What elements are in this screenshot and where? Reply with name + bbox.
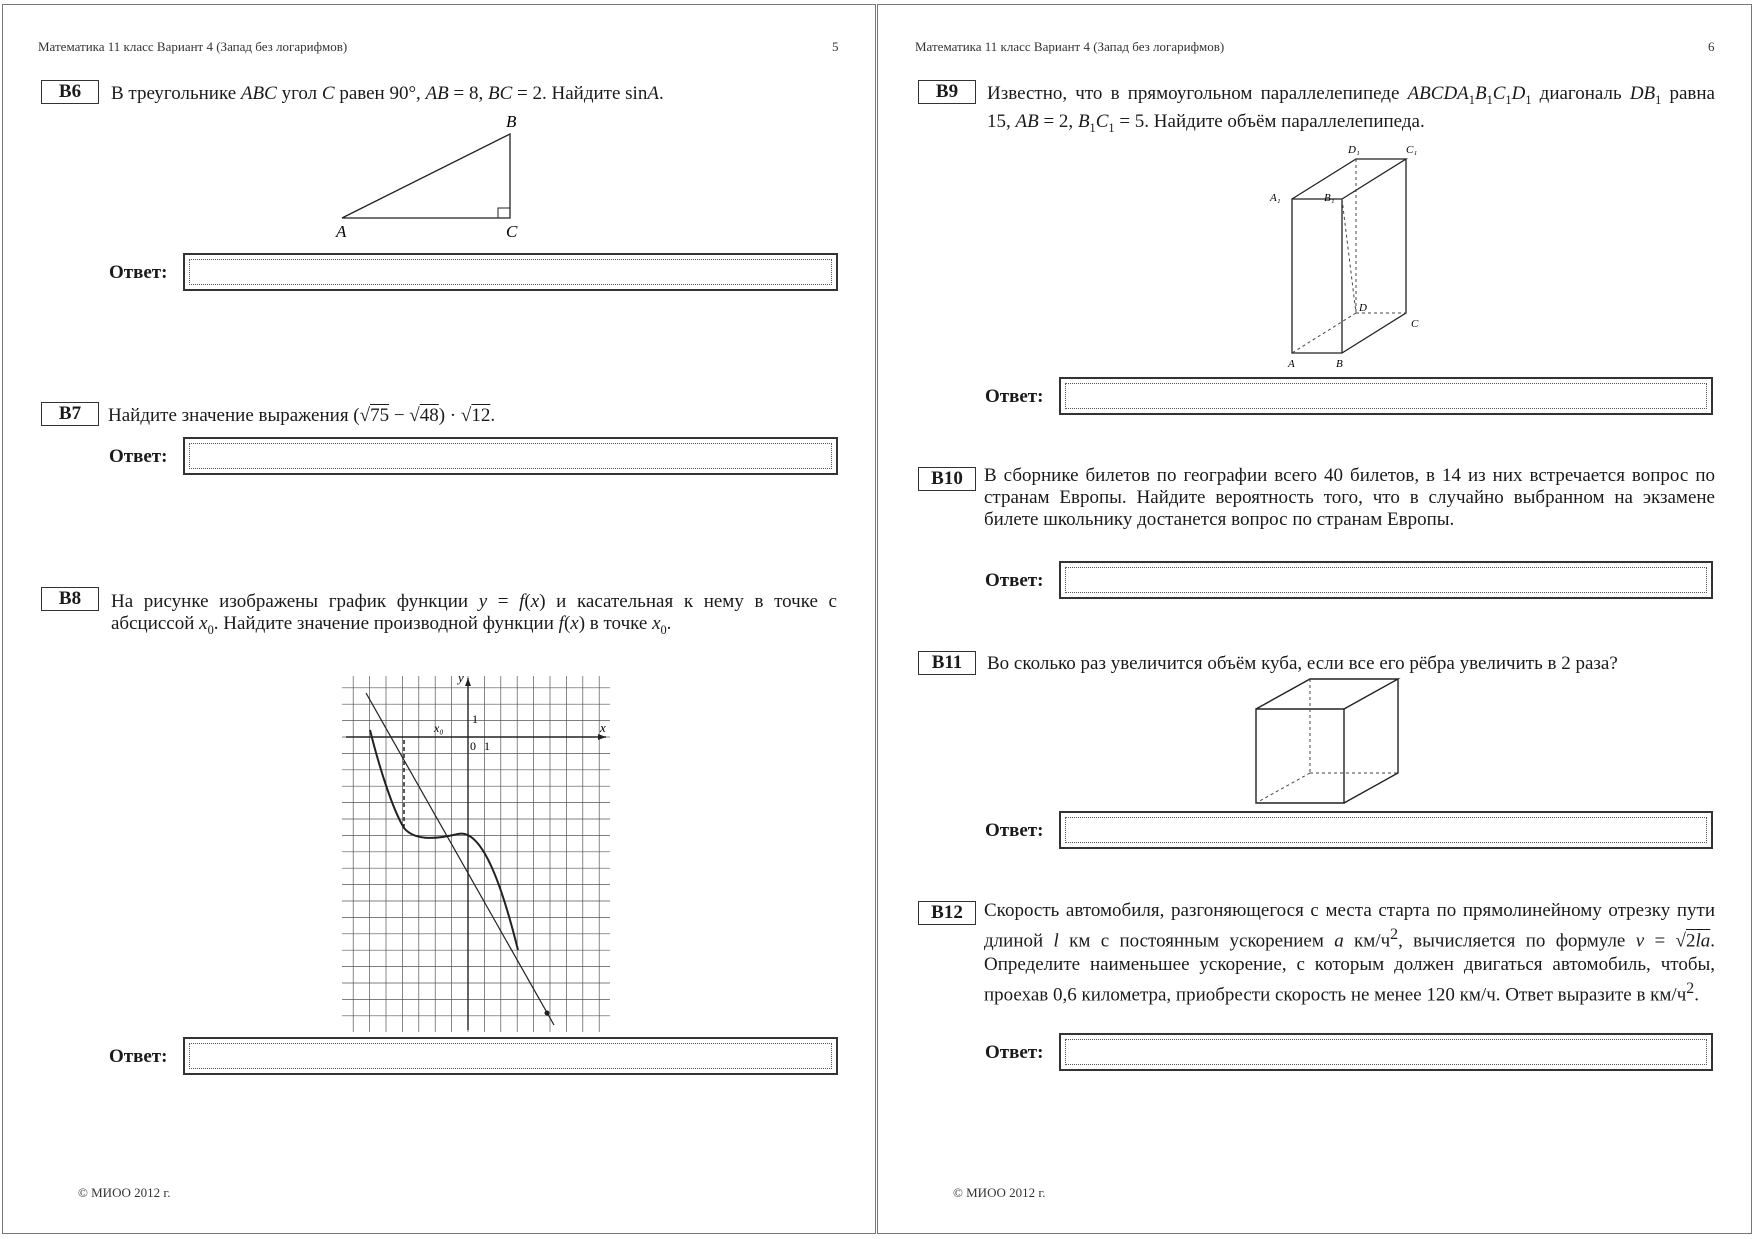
- tangent-point-dot: [545, 1011, 550, 1016]
- page-header: Математика 11 класс Вариант 4 (Запад без логарифмов): [38, 39, 348, 54]
- question-label-b7: B7: [41, 402, 99, 426]
- function-curve: [370, 730, 518, 950]
- page-footer: © МИОО 2012 г.: [953, 1185, 1046, 1200]
- x-unit-label: 1: [484, 739, 490, 753]
- vertex-label-a: A: [1288, 358, 1295, 370]
- page-number: 6: [1708, 39, 1715, 54]
- answer-input-b10[interactable]: [1067, 569, 1705, 591]
- answer-box-b8[interactable]: [183, 1037, 838, 1075]
- answer-label-b9: Ответ:: [985, 386, 1044, 407]
- answer-label-b8: Ответ:: [109, 1046, 168, 1067]
- answer-box-b10[interactable]: [1059, 561, 1713, 599]
- question-text-b12: Скорость автомобиля, разгоняющегося с места старта по прямолинейному отрезку пути длиной l км с постоянным ускорением a $км/ч^2$, вычисляется по формуле v = √2la. Определите наименьшее ускорение, с которым должен двигаться автомобиль, чтобы, проехав 0,6 километра, приобрести скорость не менее 120 км/ч. Ответ выразите в $км/ч^2$.: [984, 900, 1715, 1006]
- answer-box-b6[interactable]: [183, 253, 838, 291]
- vertex-label-a: A: [336, 222, 347, 241]
- right-angle-mark: [498, 208, 510, 218]
- answer-label-b11: Ответ:: [985, 820, 1044, 841]
- vertex-label-b: B: [506, 112, 517, 131]
- question-label-b11: B11: [918, 651, 976, 675]
- page-right: [877, 4, 1752, 1234]
- y-axis-label: y: [458, 670, 464, 685]
- vertex-label-c: C: [1411, 318, 1419, 330]
- answer-box-b9[interactable]: [1059, 377, 1713, 415]
- question-label-b12: B12: [918, 901, 976, 925]
- question-text-b11: Во сколько раз увеличится объём куба, если все его рёбра увеличить в 2 раза?: [987, 653, 1618, 674]
- answer-input-b6[interactable]: [191, 261, 830, 283]
- vertex-label-a1: A₁: [1270, 192, 1281, 204]
- front-face: [1292, 199, 1342, 353]
- parallelepiped-figure: [1258, 135, 1448, 375]
- vertex-label-d: D: [1359, 302, 1367, 314]
- answer-input-b7[interactable]: [191, 445, 830, 467]
- vertex-label-c1: C₁: [1406, 144, 1418, 156]
- answer-label-b10: Ответ:: [985, 570, 1044, 591]
- question-label-b8: B8: [41, 587, 99, 611]
- x0-label: x₀: [434, 721, 444, 735]
- page-left: [2, 4, 876, 1234]
- answer-box-b12[interactable]: [1059, 1033, 1713, 1071]
- top-face: [1292, 159, 1406, 199]
- tangent-line: [366, 693, 554, 1025]
- cube-top-face: [1256, 679, 1398, 709]
- answer-input-b11[interactable]: [1067, 819, 1705, 841]
- page-number: 5: [832, 39, 839, 54]
- cube-front-face: [1256, 709, 1344, 803]
- answer-label-b6: Ответ:: [109, 262, 168, 283]
- answer-input-b8[interactable]: [191, 1045, 830, 1067]
- answer-label-b7: Ответ:: [109, 446, 168, 467]
- vertex-label-d1: D₁: [1348, 144, 1360, 156]
- question-text-b8: На рисунке изображены график функции y = f(x) и касательная к нему в точке с абсциссой $x_0$. Найдите значение производной функции f(x) в точке $x_0$.: [111, 591, 837, 637]
- question-text-b9: Известно, что в прямоугольном параллелепипеде $ABCDA_1B_1C_1D_1$ диагональ $DB_1$ равна 15, AB = 2, $B_1C_1 = 5$. Найдите объём параллелепипеда.: [987, 83, 1715, 135]
- y-unit-label: 1: [472, 712, 478, 726]
- question-text-b6: В треугольнике ABC угол C равен 90°, AB = 8, BC = 2. Найдите sinA.: [111, 83, 664, 104]
- cube-hidden-diagonal: [1256, 773, 1310, 803]
- page-header: Математика 11 класс Вариант 4 (Запад без логарифмов): [915, 39, 1225, 54]
- origin-label: 0: [470, 739, 476, 753]
- question-label-b9: B9: [918, 80, 976, 104]
- answer-input-b9[interactable]: [1067, 385, 1705, 407]
- hidden-edge-ad: [1292, 313, 1356, 353]
- right-face: [1342, 159, 1406, 353]
- question-text-b10: В сборнике билетов по географии всего 40 билетов, в 14 из них встречается вопрос по странам Европы. Найдите вероятность того, что в случайно выбранном на экзамене билете школьнику достанется вопрос по странам Европы.: [984, 465, 1715, 530]
- vertex-label-b1: B₁: [1324, 192, 1335, 204]
- answer-box-b7[interactable]: [183, 437, 838, 475]
- page-footer: © МИОО 2012 г.: [78, 1185, 171, 1200]
- answer-box-b11[interactable]: [1059, 811, 1713, 849]
- answer-label-b12: Ответ:: [985, 1042, 1044, 1063]
- answer-input-b12[interactable]: [1067, 1041, 1705, 1063]
- vertex-label-c: C: [506, 222, 518, 241]
- question-label-b6: B6: [41, 80, 99, 104]
- function-graph: [338, 670, 616, 1035]
- diagonal-db1: [1342, 199, 1356, 313]
- cube-figure: [1248, 675, 1418, 805]
- triangle-shape: [342, 134, 510, 218]
- triangle-figure: [328, 105, 528, 245]
- cube-right-face: [1344, 679, 1398, 803]
- x-axis-label: x: [600, 720, 606, 735]
- question-label-b10: B10: [918, 467, 976, 491]
- question-text-b7: Найдите значение выражения (√75 − √48) · √12.: [108, 405, 496, 426]
- y-axis-arrow-icon: [465, 678, 471, 686]
- grid: [342, 676, 610, 1032]
- vertex-label-b: B: [1336, 358, 1343, 370]
